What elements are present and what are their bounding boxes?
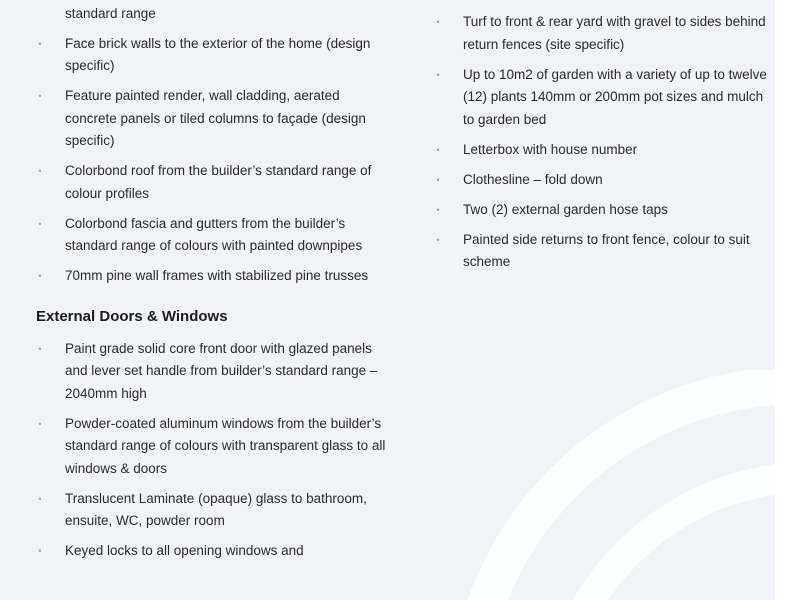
bullet-icon: •	[38, 418, 42, 429]
list-item	[36, 3, 386, 26]
list-item-text: Feature painted render, wall cladding, aerated concrete panels or tiled columns to façade (design specific)	[65, 88, 366, 148]
list-item	[36, 338, 386, 406]
list-item-text: Powder-coated aluminum windows from the builder’s standard range of colours with transparent glass to all windows & doors	[65, 415, 386, 476]
list-item	[434, 139, 774, 162]
bullet-icon: •	[436, 234, 440, 245]
intro-list	[36, 3, 386, 288]
list-item-text: Turf to front & rear yard with gravel to sides behind return fences (site specific)	[463, 14, 766, 52]
bullet-icon: •	[436, 204, 440, 215]
page-margin	[775, 0, 800, 600]
bullet-icon: •	[38, 166, 42, 176]
list-item	[434, 11, 774, 56]
bullet-icon: •	[436, 144, 440, 155]
list-item-text: Paint grade solid core front door with glazed panels and lever set handle from builder’s standard range – 2040mm high	[65, 340, 378, 401]
list-item	[434, 169, 774, 192]
watermark-arcs	[430, 370, 775, 600]
list-item	[36, 85, 386, 153]
list-item-text: Painted side returns to front fence, colour to suit scheme	[463, 231, 750, 269]
list-item	[36, 540, 386, 563]
right-list-wrapper	[434, 11, 774, 281]
list-item-text: 70mm pine wall frames with stabilized pine trusses	[65, 268, 369, 283]
section-list	[36, 338, 386, 563]
list-item-text: Colorbond roof from the builder’s standard range of colour profiles	[65, 163, 372, 201]
bullet-icon: •	[38, 343, 42, 354]
list-item	[36, 160, 386, 205]
list-item	[434, 229, 774, 274]
bullet-icon: •	[436, 174, 440, 185]
list-item	[36, 265, 386, 288]
bullet-icon: •	[38, 218, 42, 229]
bullet-icon: •	[38, 91, 42, 101]
bullet-icon: •	[38, 546, 42, 556]
list-item-text: Translucent Laminate (opaque) glass to bathroom, ensuite, WC, powder room	[65, 490, 367, 528]
list-item-text: Face brick walls to the exterior of the home (design specific)	[65, 35, 371, 73]
list-item	[36, 213, 386, 258]
bullet-icon: •	[436, 17, 440, 27]
list-item-text: Letterbox with house number	[463, 141, 638, 157]
list-item-text: Clothesline – fold down	[463, 171, 603, 187]
bullet-icon: •	[38, 38, 42, 49]
bullet-icon: •	[436, 69, 440, 80]
list-item-text: Two (2) external garden hose taps	[463, 201, 668, 217]
list-item-text: Colorbond fascia and gutters from the builder’s standard range of colours with painted downpipes	[65, 215, 363, 253]
list-item	[36, 413, 386, 481]
list-item	[434, 64, 774, 132]
bullet-icon: •	[38, 493, 42, 504]
list-item	[434, 199, 774, 222]
list-item	[36, 488, 386, 533]
list-item-text: Up to 10m2 of garden with a variety of up to twelve (12) plants 140mm or 200mm pot sizes and mulch to garden bed	[463, 66, 767, 127]
bullet-icon: •	[38, 271, 42, 281]
list-item	[36, 33, 386, 78]
list-item-text: Keyed locks to all opening windows and	[65, 543, 304, 558]
intro-list-wrapper	[36, 3, 386, 570]
section-heading: External Doors & Windows	[36, 307, 228, 325]
list-item-text: standard range	[65, 6, 156, 21]
right-list	[434, 11, 774, 274]
